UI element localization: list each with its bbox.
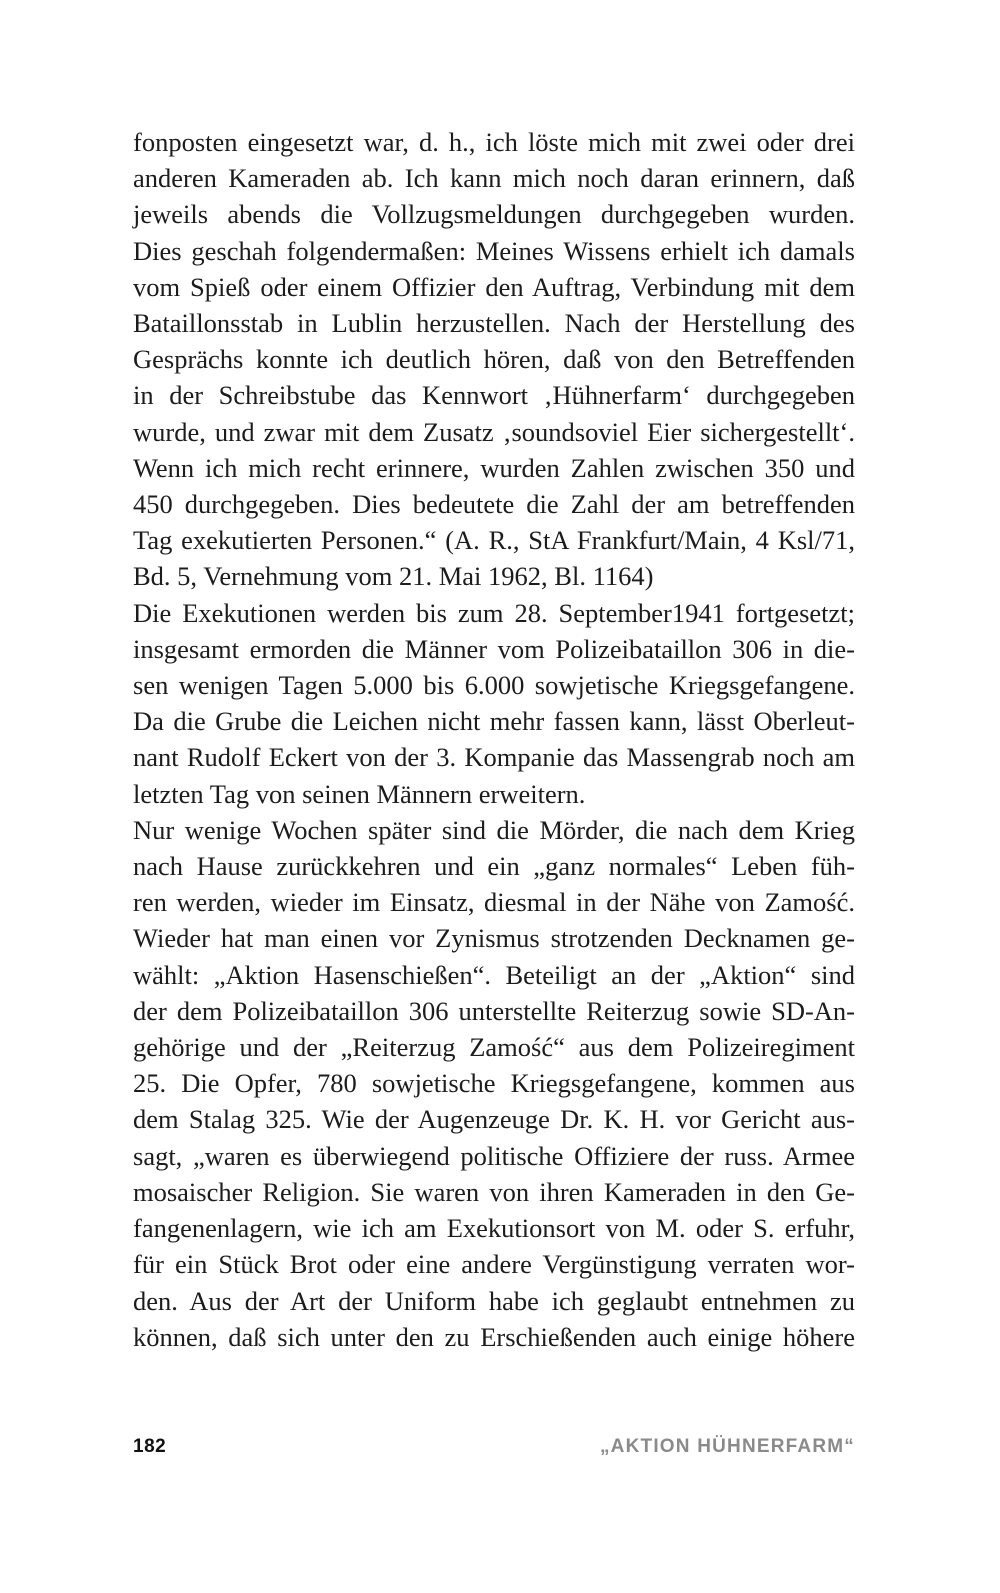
- text-line: dem Stalag 325. Wie der Augenzeuge Dr. K. H. vor Gericht aus-: [133, 1104, 855, 1135]
- text-line: vom Spieß oder einem Offizier den Auftrag, Verbindung mit dem: [133, 271, 855, 302]
- text-line: ren werden, wieder im Einsatz, diesmal in der Nähe von Zamość.: [133, 887, 855, 918]
- text-line: Bataillonsstab in Lublin herzustellen. Nach der Herstellung des: [133, 308, 855, 339]
- text-line: Wenn ich mich recht erinnere, wurden Zahlen zwischen 350 und: [133, 452, 855, 483]
- text-line: wurde, und zwar mit dem Zusatz ‚soundsoviel Eier sichergestellt‘.: [133, 416, 855, 447]
- body-text: [133, 124, 855, 1355]
- text-line: sagt, „waren es überwiegend politische Offiziere der russ. Armee: [133, 1140, 855, 1171]
- page-number: 182: [133, 1436, 167, 1457]
- text-line: nach Hause zurückkehren und ein „ganz normales“ Leben füh-: [133, 851, 855, 882]
- text-line: jeweils abends die Vollzugsmeldungen durchgegeben wurden.: [133, 199, 855, 230]
- text-line: in der Schreibstube das Kennwort ‚Hühnerfarm‘ durchgegeben: [133, 380, 855, 411]
- text-line: Dies geschah folgendermaßen: Meines Wissens erhielt ich damals: [133, 235, 855, 266]
- text-line: Die Exekutionen werden bis zum 28. September1941 fortgesetzt;: [133, 597, 855, 628]
- text-line: Wieder hat man einen vor Zynismus strotzenden Decknamen ge-: [133, 923, 855, 954]
- text-line: für ein Stück Brot oder eine andere Vergünstigung verraten wor-: [133, 1249, 855, 1280]
- text-line: gehörige und der „Reiterzug Zamość“ aus dem Polizeiregiment: [133, 1032, 855, 1063]
- text-line: anderen Kameraden ab. Ich kann mich noch daran erinnern, daß: [133, 163, 855, 194]
- paragraph-3: [133, 812, 855, 1355]
- text-line: wählt: „Aktion Hasenschießen“. Beteiligt an der „Aktion“ sind: [133, 959, 855, 990]
- text-line: Tag exekutierten Personen.“ (A. R., StA Frankfurt/Main, 4 Ksl/71,: [133, 525, 855, 556]
- page-footer: [133, 1436, 855, 1466]
- text-line: Da die Grube die Leichen nicht mehr fassen kann, lässt Oberleut-: [133, 706, 855, 737]
- text-line: letzten Tag von seinen Männern erweitern.: [133, 778, 586, 809]
- running-head: „AKTION HÜHNERFARM“: [599, 1436, 855, 1457]
- text-line: 450 durchgegeben. Dies bedeutete die Zahl der am betreffenden: [133, 489, 855, 520]
- paragraph-2: [133, 595, 855, 812]
- text-line: sen wenigen Tagen 5.000 bis 6.000 sowjetische Kriegsgefangene.: [133, 670, 855, 701]
- text-line: den. Aus der Art der Uniform habe ich geglaubt entnehmen zu: [133, 1285, 855, 1316]
- text-line: der dem Polizeibataillon 306 unterstellte Reiterzug sowie SD-An-: [133, 995, 855, 1026]
- paragraph-1: [133, 124, 855, 595]
- text-line: Nur wenige Wochen später sind die Mörder, die nach dem Krieg: [133, 814, 855, 845]
- text-line: Bd. 5, Vernehmung vom 21. Mai 1962, Bl. 1164): [133, 561, 654, 592]
- text-line: 25. Die Opfer, 780 sowjetische Kriegsgefangene, kommen aus: [133, 1068, 855, 1099]
- text-line: Gesprächs konnte ich deutlich hören, daß von den Betreffenden: [133, 344, 855, 375]
- text-line: mosaischer Religion. Sie waren von ihren Kameraden in den Ge-: [133, 1176, 855, 1207]
- text-line: fonposten eingesetzt war, d. h., ich löste mich mit zwei oder drei: [133, 127, 855, 157]
- text-line: können, daß sich unter den zu Erschießenden auch einige höhere: [133, 1321, 855, 1352]
- text-line: fangenenlagern, wie ich am Exekutionsort von M. oder S. erfuhr,: [133, 1213, 855, 1244]
- text-line: nant Rudolf Eckert von der 3. Kompanie das Massengrab noch am: [133, 742, 855, 773]
- text-line: insgesamt ermorden die Männer vom Polizeibataillon 306 in die-: [133, 633, 855, 664]
